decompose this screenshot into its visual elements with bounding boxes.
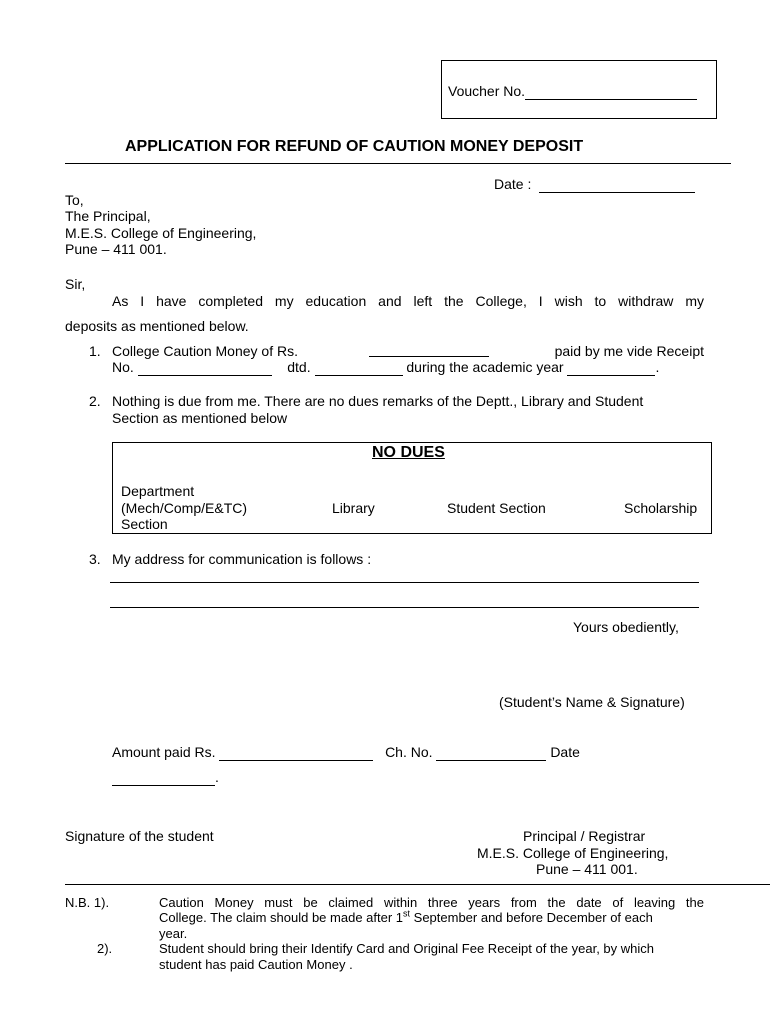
no-dues-department-line-2: (Mech/Comp/E&TC) (121, 500, 248, 516)
item-1-line-1 (112, 343, 704, 359)
address-blank-line-1[interactable] (110, 582, 699, 583)
note-2-line-1: Student should bring their Identify Card and Original Fee Receipt of the year, by which (159, 941, 655, 956)
intro-line-1: As I have completed my education and left the College, I wish to withdraw my (112, 293, 704, 309)
payment-date-line (112, 769, 219, 786)
principal-line-3: Pune – 411 001. (536, 861, 638, 877)
principal-line-1: Principal / Registrar (523, 828, 646, 844)
note-1-superscript: st (403, 908, 411, 919)
no-dues-title: NO DUES (372, 444, 445, 461)
item-1-line-2 (112, 359, 659, 376)
closing: Yours obediently, (573, 619, 679, 635)
page-title: APPLICATION FOR REFUND OF CAUTION MONEY DEPOSIT (125, 138, 584, 155)
signature-caption: (Student’s Name & Signature) (499, 694, 685, 710)
item-1-dtd-label: dtd. (287, 359, 311, 375)
no-dues-department-line-3: Section (121, 516, 168, 532)
address-blank-line-2[interactable] (110, 607, 699, 608)
address-line-2: M.E.S. College of Engineering, (65, 225, 257, 241)
voucher-blank[interactable] (525, 83, 697, 100)
item-2-line-2: Section as mentioned below (112, 410, 288, 426)
caution-amount-blank[interactable] (369, 355, 489, 357)
date-blank[interactable] (539, 176, 695, 193)
payment-line (112, 744, 580, 761)
no-dues-department-line-1: Department (121, 483, 195, 499)
note-1-label: N.B. 1). (65, 895, 110, 910)
receipt-number-blank[interactable] (138, 359, 272, 376)
item-1-receipt: paid by me vide Receipt (554, 343, 704, 359)
note-2-label: 2). (97, 941, 113, 956)
salutation: Sir, (65, 276, 86, 292)
note-1-line-2 (159, 910, 653, 925)
note-1-line-3: year. (159, 926, 188, 941)
item-1-academic-year-label: during the academic year (406, 359, 564, 375)
intro-line-2: deposits as mentioned below. (65, 318, 249, 334)
amount-label: Amount paid Rs. (112, 744, 216, 760)
cheque-label: Ch. No. (385, 744, 433, 760)
notes-rule (65, 884, 770, 885)
receipt-date-blank[interactable] (315, 359, 403, 376)
payment-date-label: Date (550, 744, 580, 760)
no-dues-scholarship: Scholarship (624, 500, 698, 516)
item-1-no-label: No. (112, 359, 134, 375)
item-1-number: 1. (89, 343, 101, 359)
item-1-period: . (655, 359, 660, 375)
voucher-label: Voucher No. (448, 83, 526, 99)
item-2-line-1: Nothing is due from me. There are no dues remarks of the Deptt., Library and Student (112, 393, 644, 409)
student-signature-label: Signature of the student (65, 828, 214, 844)
item-3-number: 3. (89, 551, 101, 567)
item-3-text: My address for communication is follows : (112, 551, 372, 567)
note-1-line-2a: College. The claim should be made after 1 (159, 910, 404, 925)
date-field[interactable] (494, 176, 695, 193)
address-line-1: The Principal, (65, 208, 151, 224)
payment-period: . (215, 769, 219, 785)
payment-date-blank[interactable] (112, 769, 215, 786)
item-2-number: 2. (89, 393, 101, 409)
cheque-blank[interactable] (436, 744, 546, 761)
item-1-caution-money: College Caution Money of Rs. (112, 343, 298, 359)
address-to: To, (65, 192, 84, 208)
no-dues-library: Library (332, 500, 375, 516)
note-1-line-1: Caution Money must be claimed within three years from the date of leaving the (159, 895, 704, 910)
amount-blank[interactable] (219, 744, 373, 761)
academic-year-blank[interactable] (567, 359, 655, 376)
date-label: Date : (494, 176, 532, 192)
principal-line-2: M.E.S. College of Engineering, (477, 845, 669, 861)
note-1-line-2b: September and before December of each (410, 910, 653, 925)
voucher-field[interactable] (448, 83, 697, 100)
title-rule (65, 163, 731, 164)
address-line-3: Pune – 411 001. (65, 241, 167, 257)
note-2-line-2: student has paid Caution Money . (159, 957, 353, 972)
no-dues-student-section: Student Section (447, 500, 546, 516)
